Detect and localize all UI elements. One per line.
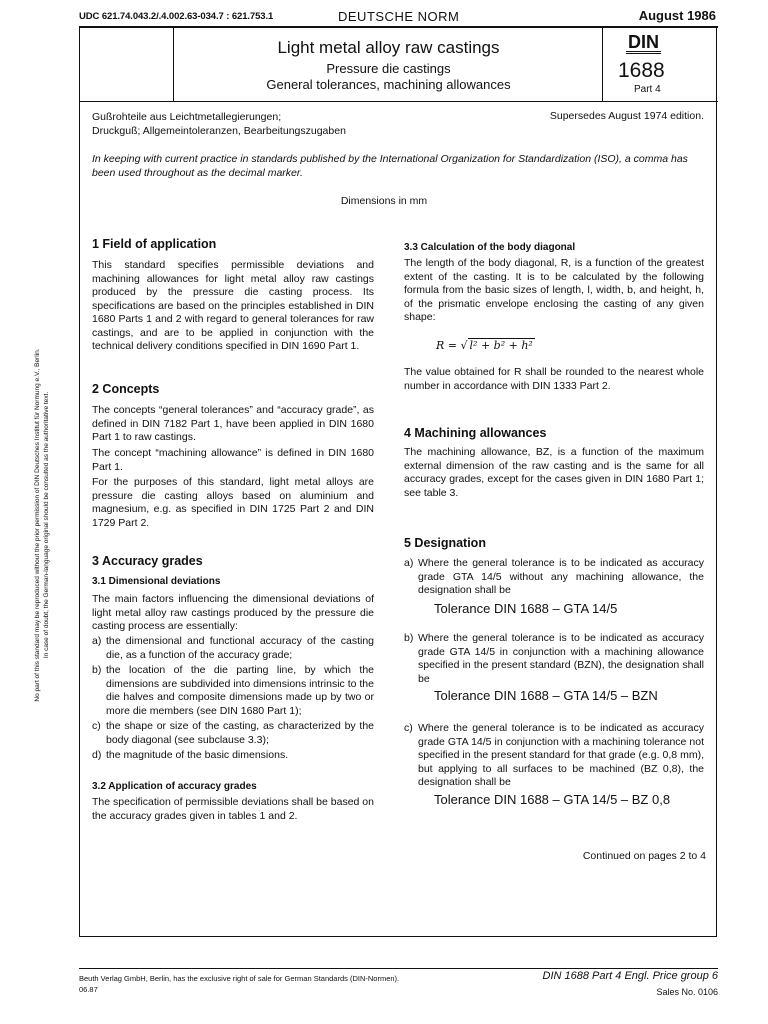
section-1-heading: 1 Field of application	[92, 237, 217, 251]
designation-example-a: Tolerance DIN 1688 – GTA 14/5	[434, 600, 618, 616]
list-item	[404, 722, 704, 790]
list-marker: b)	[92, 664, 102, 676]
din-part: Part 4	[634, 84, 661, 95]
designation-a	[404, 557, 704, 615]
designation-b	[404, 632, 704, 703]
formula-lhs: R =	[436, 339, 457, 352]
section-4-heading: 4 Machining allowances	[404, 426, 547, 440]
copyright-side-note	[33, 290, 59, 760]
udc-code: UDC 621.74.043.2/.4.002.63-034.7 : 621.753.1	[79, 11, 274, 22]
footer-rule	[79, 968, 718, 969]
continued-note: Continued on pages 2 to 4	[582, 850, 706, 862]
list-marker: c)	[92, 720, 101, 732]
section-1-text: This standard specifies permissible deviations and machining allowances for light metal alloy raw castings produced by the pressure die casting process. Its specifications are based on the principles established in DIN 1680 Parts 1 and 2 with regard to general tolerances for raw castings, and are to be applied in conjunction with the technical delivery conditions specified in DIN 1690 Part 1.	[92, 259, 374, 352]
list-item	[404, 557, 704, 598]
formula-radicand: l² + b² + h²	[469, 339, 533, 352]
list-text: Where the general tolerance is to be indicated as accuracy grade GTA 14/5 without any machining allowance, the designation shall be	[418, 557, 704, 596]
deutsche-norm-label: DEUTSCHE NORM	[338, 9, 460, 24]
list-marker: a)	[404, 557, 414, 569]
footer-document-reference: DIN 1688 Part 4 Engl. Price group 6	[542, 970, 718, 982]
german-title-line-1: Gußrohteile aus Leichtmetallegierungen;	[92, 111, 282, 123]
title-block-left-cell	[79, 27, 174, 102]
section-3-3-rounding: The value obtained for R shall be rounded to the nearest whole number in accordance with DIN 1333 Part 2.	[404, 366, 704, 392]
side-note-line-2: In case of doubt, the German-language original should be consulted as the authoritative text.	[43, 391, 50, 659]
list-marker: c)	[404, 722, 413, 734]
section-4-text: The machining allowance, BZ, is a function of the maximum external dimension of the raw casting and is the same for all accuracy grades, except for the cases given in DIN 1680 Part 1; see table 3.	[404, 446, 704, 499]
section-2-paragraph-3: For the purposes of this standard, light metal alloys are pressure die casting alloys based on aluminium and magnesium, e.g. as specified in DIN 1725 Part 2 and DIN 1729 Part 2.	[92, 476, 374, 529]
designation-example-b: Tolerance DIN 1688 – GTA 14/5 – BZN	[434, 688, 658, 703]
supersedes-note: Supersedes August 1974 edition.	[549, 110, 704, 122]
section-2-heading: 2 Concepts	[92, 382, 160, 396]
list-marker: b)	[404, 632, 414, 644]
designation-example-c: Tolerance DIN 1688 – GTA 14/5 – BZ 0,8	[434, 791, 671, 807]
section-2-paragraph-1: The concepts “general tolerances” and “accuracy grade”, as defined in DIN 7182 Part 1, have been applied in DIN 1680 Part 1 to raw castings.	[92, 404, 374, 443]
section-3-2-heading: 3.2 Application of accuracy grades	[92, 781, 257, 792]
section-3-1-text: The main factors influencing the dimensional deviations of light metal alloy raw castings produced by the pressure die casting process are essentially:	[92, 593, 374, 632]
section-3-3-heading: 3.3 Calculation of the body diagonal	[404, 242, 576, 253]
publisher-note: Beuth Verlag GmbH, Berlin, has the exclusive right of sale for German Standards (DIN-Normen).	[79, 974, 400, 983]
list-text: the magnitude of the basic dimensions.	[106, 749, 289, 761]
section-3-3-text: The length of the body diagonal, R, is a function of the greatest extent of the casting. It is to be calculated by the following formula from the basic sizes of length, l, width, b, and height, h, of the prismatic envelope enclosing the casting of any given shape:	[404, 257, 704, 323]
list-item	[92, 720, 374, 747]
side-note-line-1: No part of this standard may be reproduced without the prior permission of DIN Deutsches Institut für Normung e.V., Berlin.	[34, 348, 41, 702]
list-text: the location of the die parting line, by which the dimensions are subdivided into dimensions intrinsic to the die halves and composite dimensions made up by two or more die members (see DIN 1680 Part 1);	[106, 664, 374, 717]
footer-sales-number: Sales No. 0106	[656, 987, 718, 997]
document-subtitle-1: Pressure die castings	[326, 61, 451, 76]
dimensions-note: Dimensions in mm	[340, 195, 428, 207]
section-3-heading: 3 Accuracy grades	[92, 554, 203, 568]
list-item	[92, 749, 374, 763]
list-item	[404, 632, 704, 686]
list-marker: a)	[92, 635, 102, 647]
designation-c	[404, 722, 704, 806]
section-3-2-text: The specification of permissible deviations shall be based on the accuracy grades given in tables 1 and 2.	[92, 796, 374, 822]
list-text: the shape or size of the casting, as characterized by the body diagonal (see subclause 3.3);	[106, 720, 374, 746]
din-number: 1688	[618, 59, 665, 82]
list-text: Where the general tolerance is to be indicated as accuracy grade GTA 14/5 in conjunction with a machining allowance specified in the present standard (BZN), the designation shall be	[418, 632, 704, 685]
list-text: the dimensional and functional accuracy of the casting die, as a function of the accuracy grade;	[106, 635, 374, 661]
section-3-1-heading: 3.1 Dimensional deviations	[92, 576, 221, 587]
list-text: Where the general tolerance is to be indicated as accuracy grade GTA 14/5 in conjunction with a machining tolerance not specified in the present standard for that grade (e.g. 0,8 mm), but applying to all surfaces to be machined (BZ 0,8), the designation shall be	[418, 722, 704, 788]
german-title-line-2: Druckguß; Allgemeintoleranzen, Bearbeitungszugaben	[92, 125, 346, 137]
footer-left	[79, 973, 399, 995]
body-diagonal-formula	[436, 338, 535, 352]
german-title	[92, 110, 346, 138]
edition-code: 06.87	[79, 985, 98, 994]
section-5-heading: 5 Designation	[404, 536, 486, 550]
iso-decimal-note: In keeping with current practice in standards published by the International Organization for Standardization (ISO), a comma has been used throughout as the decimal marker.	[92, 153, 688, 179]
din-logo: DIN	[628, 32, 659, 52]
document-subtitle-2: General tolerances, machining allowances	[266, 77, 511, 92]
document-title: Light metal alloy raw castings	[277, 38, 500, 57]
list-marker: d)	[92, 749, 102, 761]
list-item	[92, 664, 374, 718]
sqrt-symbol: √	[460, 339, 468, 352]
issue-date: August 1986	[638, 8, 716, 23]
section-2-paragraph-2: The concept “machining allowance” is defined in DIN 1680 Part 1.	[92, 447, 374, 473]
list-item	[92, 635, 374, 662]
factor-list	[92, 635, 374, 763]
